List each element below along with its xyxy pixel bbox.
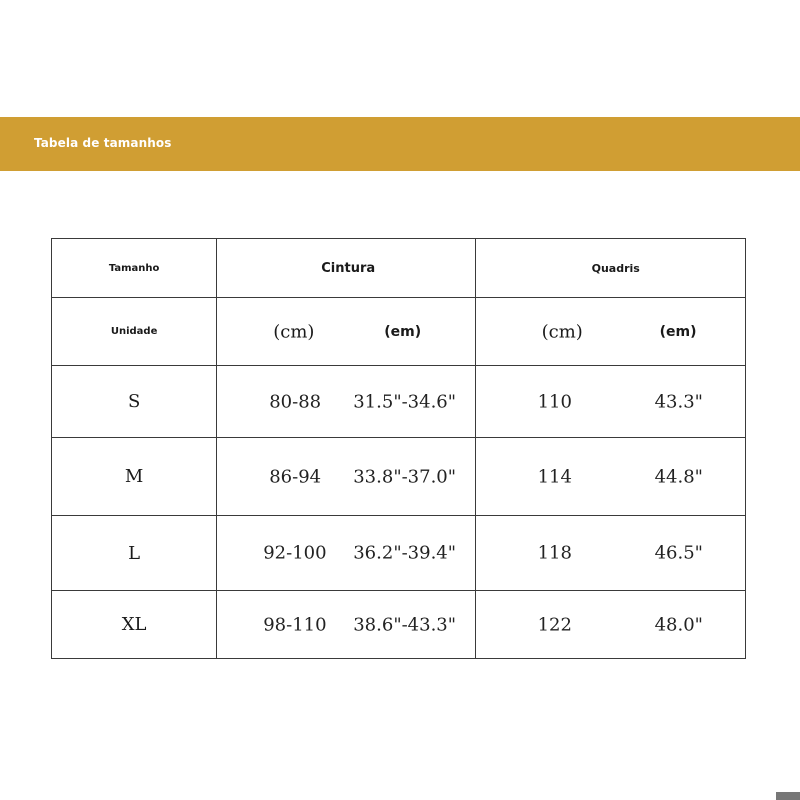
table-row [52, 438, 746, 516]
hip-cm-value: 110 [537, 391, 572, 412]
size-value: L [128, 542, 141, 564]
header-cell-size [52, 239, 217, 298]
size-cell [52, 366, 217, 438]
size-chart-table [51, 238, 746, 659]
waist-cell [217, 438, 475, 516]
hip-cell [475, 438, 745, 516]
waist-cm-unit: (cm) [273, 321, 315, 342]
hip-cm-value: 122 [537, 614, 572, 635]
size-value: M [124, 466, 144, 487]
hip-in-value: 46.5" [654, 542, 703, 564]
size-header-label: Tamanho [108, 262, 160, 274]
hip-cell [475, 366, 745, 438]
waist-cm-value: 86-94 [269, 466, 322, 487]
table-unit-row [52, 298, 746, 366]
hip-in-value: 43.3" [654, 391, 703, 412]
waist-cell [217, 516, 475, 591]
waist-cell [217, 366, 475, 438]
waist-in-value: 36.2"-39.4" [353, 542, 457, 564]
hip-cell [475, 591, 745, 659]
waist-header-label: Cintura [321, 260, 376, 276]
size-cell [52, 438, 217, 516]
hip-in-value: 44.8" [654, 466, 703, 487]
unit-cell-waist [217, 298, 475, 366]
size-value: S [127, 391, 141, 412]
size-value: XL [121, 614, 147, 635]
waist-cm-value: 98-110 [263, 614, 327, 635]
hip-in-unit: (em) [659, 323, 697, 340]
corner-decoration [776, 792, 800, 800]
hip-cm-unit: (cm) [541, 321, 583, 342]
size-cell [52, 516, 217, 591]
waist-in-value: 38.6"-43.3" [353, 614, 457, 635]
unit-cell-label [52, 298, 217, 366]
header-banner [0, 117, 800, 171]
table-row [52, 591, 746, 659]
page-title: Tabela de tamanhos [34, 136, 172, 150]
waist-in-value: 31.5"-34.6" [353, 391, 457, 412]
header-cell-waist [217, 239, 475, 298]
hip-cm-value: 118 [537, 542, 572, 564]
size-cell [52, 591, 217, 659]
unit-cell-hip [475, 298, 745, 366]
table-header-row [52, 239, 746, 298]
waist-cell [217, 591, 475, 659]
waist-in-value: 33.8"-37.0" [353, 466, 457, 487]
hip-header-label: Quadris [591, 261, 640, 275]
waist-cm-value: 80-88 [269, 391, 322, 412]
waist-in-unit: (em) [384, 323, 422, 340]
table-row [52, 516, 746, 591]
waist-cm-value: 92-100 [263, 542, 327, 564]
table-row [52, 366, 746, 438]
hip-in-value: 48.0" [654, 614, 703, 635]
hip-cm-value: 114 [537, 466, 572, 487]
hip-cell [475, 516, 745, 591]
unit-header-label: Unidade [110, 326, 158, 337]
header-cell-hip [475, 239, 745, 298]
